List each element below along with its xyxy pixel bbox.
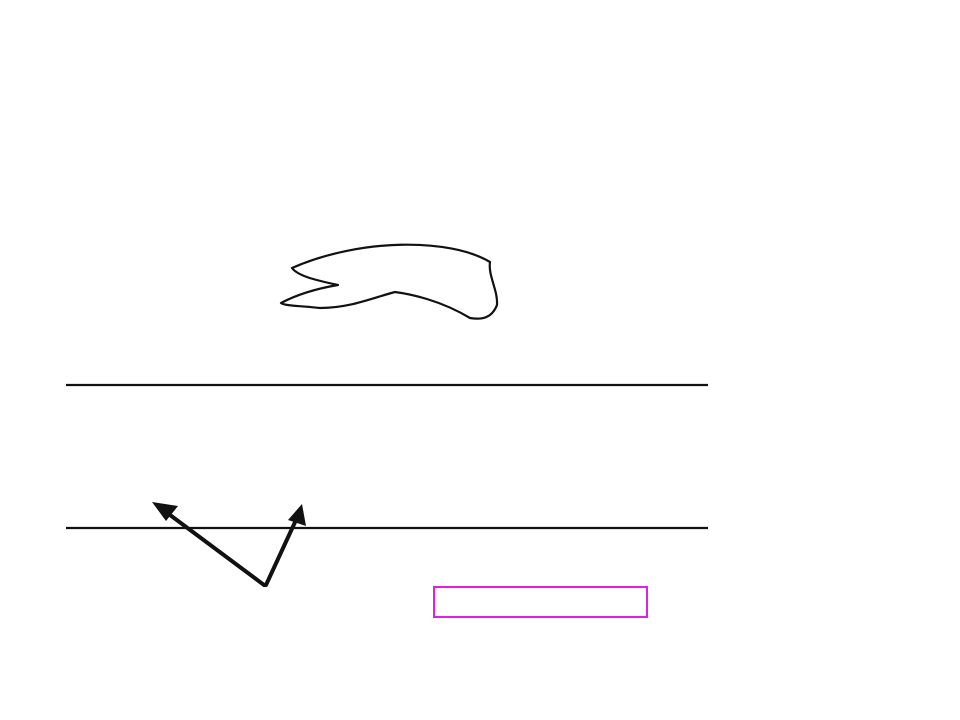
pointer-arrow-left [166,512,264,585]
pointer-arrowhead-right [288,504,306,526]
pointer-arrow-right [266,520,296,585]
molar-tooth-icon [281,245,497,319]
latent-image-highlight-box [434,587,647,617]
